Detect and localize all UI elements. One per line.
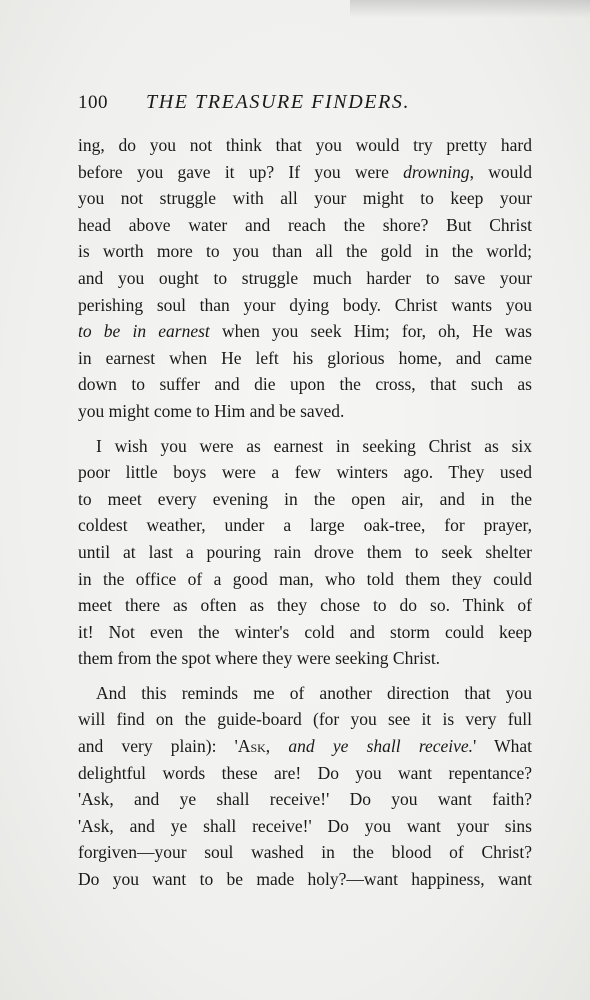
page-number: 100 bbox=[78, 92, 108, 113]
text-line: delightful words these are! Do you want repentance? bbox=[78, 762, 532, 783]
text-line: forgiven—your soul washed in the blood of Christ? bbox=[78, 842, 532, 863]
text-line: head above water and reach the shore? But Christ bbox=[78, 214, 532, 235]
text-line: I wish you were as earnest in seeking Christ as six bbox=[96, 435, 532, 456]
text-line: you might come to Him and be saved. bbox=[78, 400, 345, 421]
text-line: coldest weather, under a large oak-tree, for prayer, bbox=[78, 515, 532, 536]
text-line: poor little boys were a few winters ago. They used bbox=[78, 462, 532, 483]
text-segment: , bbox=[265, 736, 289, 757]
text-line: down to suffer and die upon the cross, that such as bbox=[78, 374, 532, 395]
text-line bbox=[78, 318, 532, 345]
running-header bbox=[78, 91, 532, 117]
text-line: perishing soul than your dying body. Christ wants you bbox=[78, 294, 532, 315]
emphasis-drowning: drowning bbox=[403, 161, 470, 182]
running-title: THE TREASURE FINDERS. bbox=[146, 91, 411, 113]
text-line: 'Ask, and ye shall receive!' Do you want faith? bbox=[78, 789, 532, 810]
text-line: in the office of a good man, who told them they could bbox=[78, 568, 532, 589]
text-line: and you ought to struggle much harder to save your bbox=[78, 267, 532, 288]
emphasis-ye-shall-receive: and ye shall receive. bbox=[288, 736, 474, 757]
text-line: you not struggle with all your might to keep your bbox=[78, 188, 532, 209]
text-line: it! Not even the winter's cold and storm could keep bbox=[78, 621, 532, 642]
text-line: in earnest when He left his glorious home, and came bbox=[78, 347, 532, 368]
text-line: will find on the guide-board (for you see it is very full bbox=[78, 709, 532, 730]
text-line: them from the spot where they were seeking Christ. bbox=[78, 648, 441, 669]
emphasis-to-be-in-earnest: to be in earnest bbox=[78, 321, 210, 342]
text-segment: ' What bbox=[473, 736, 533, 757]
text-line bbox=[78, 733, 532, 760]
body-text bbox=[78, 132, 532, 893]
text-line: meet there as often as they chose to do so. Think of bbox=[78, 595, 532, 616]
text-line: ing, do you not think that you would try pretty hard bbox=[78, 135, 532, 155]
text-line: until at last a pouring rain drove them to seek shelter bbox=[78, 541, 532, 562]
small-caps-ask: Ask bbox=[237, 736, 266, 757]
text-segment: before you gave it up? If you were bbox=[78, 161, 404, 182]
text-line: Do you want to be made holy?—want happiness, want bbox=[78, 869, 532, 890]
text-line: to meet every evening in the open air, and in the bbox=[78, 488, 532, 509]
text-line: And this reminds me of another direction that you bbox=[96, 682, 532, 703]
text-line bbox=[78, 159, 532, 186]
text-segment: , would bbox=[469, 161, 533, 182]
text-line: 'Ask, and ye shall receive!' Do you want your sins bbox=[78, 815, 532, 836]
text-segment: and very plain): ' bbox=[78, 736, 238, 757]
text-segment: when you seek Him; for, oh, He was bbox=[209, 321, 532, 342]
page-edge-shadow bbox=[350, 0, 590, 18]
text-line: is worth more to you than all the gold in the world; bbox=[78, 241, 532, 262]
